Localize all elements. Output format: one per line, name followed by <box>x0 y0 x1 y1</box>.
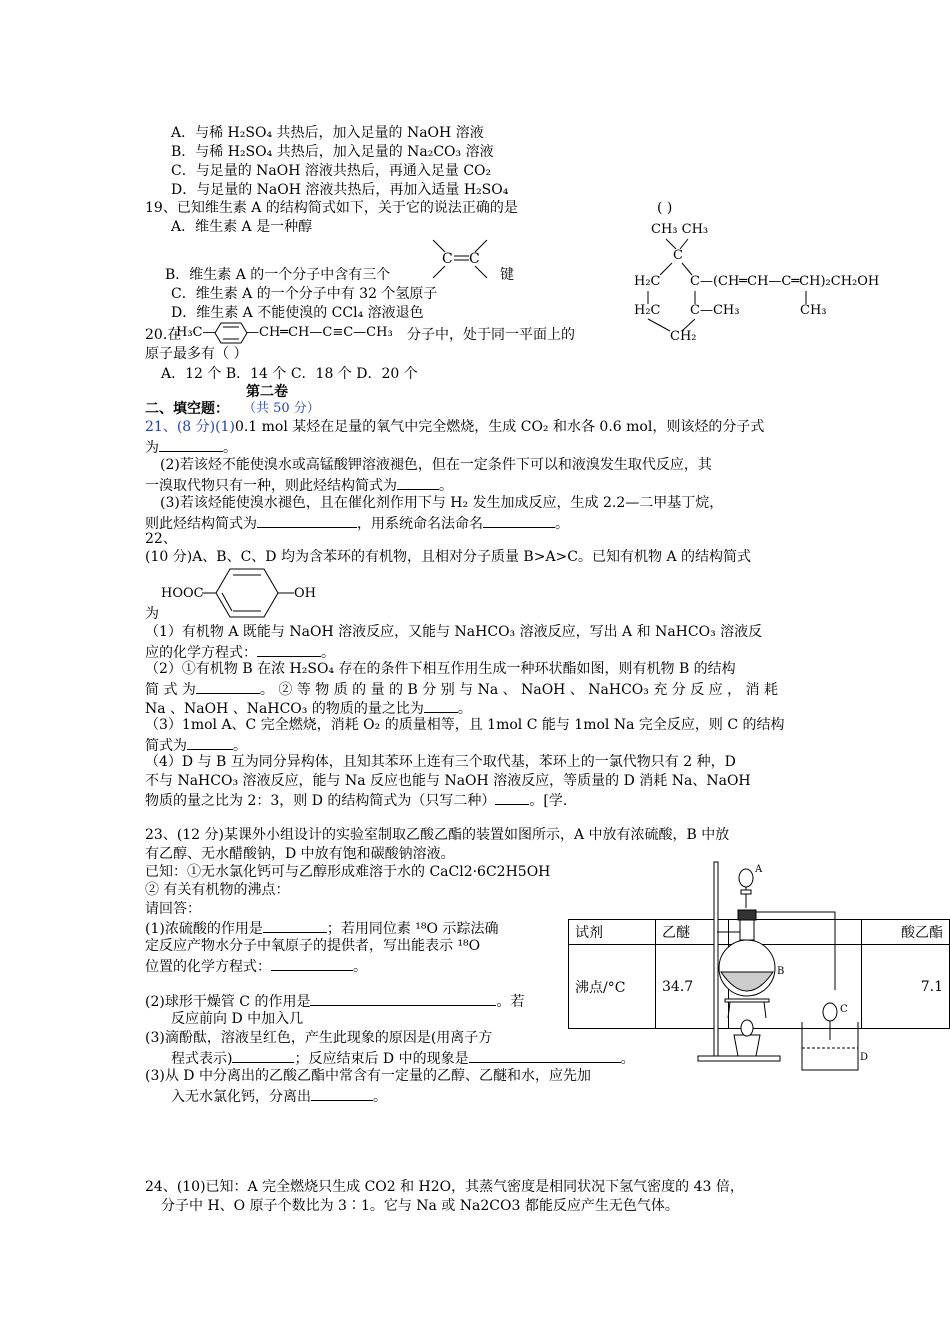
struct-ch2-bottom: CH₂ <box>670 329 697 344</box>
q24-line1: 24、(10)已知：A 完全燃烧只生成 CO2 和 H2O，其蒸气密度是相同状况下氢气密度的 43 倍， <box>145 1179 744 1195</box>
struct-h2c-2: H₂C <box>634 303 661 318</box>
struct-chain: C—(CH═CH—C═CH)₂CH₂OH <box>690 274 880 289</box>
q21-number: 21、(8 分)(1) <box>145 419 235 435</box>
benzene-ring-icon <box>213 320 249 346</box>
q21-blank2[interactable] <box>397 475 439 490</box>
q23-line4: ② 有关有机物的沸点： <box>145 882 290 898</box>
q19-option-b: B．维生素 A 的一个分子中含有三个 <box>165 267 391 283</box>
q23-s1a: (1)浓硫酸的作用是 <box>145 921 263 937</box>
q23-s4b: 入无水氯化钙，分离出 <box>171 1089 311 1105</box>
struct-ch3-chain: CH₃ <box>800 303 827 318</box>
q22-p4c-line <box>145 790 567 810</box>
q22-p4c2: 。[学. <box>529 793 568 809</box>
q19-option-c: C．维生素 A 的一个分子中有 32 个氢原子 <box>171 286 438 302</box>
q22-p3a: （3）1mol A、C 完全燃烧，消耗 O₂ 的质量相等，且 1mol C 能与 1mol Na 完全反应，则 C 的结构 <box>145 717 785 733</box>
structure-bonds <box>630 218 930 348</box>
q23-line3: 已知：①无水氯化钙可与乙醇形成难溶于水的 CaCl2·6C2H5OH <box>145 864 551 880</box>
q18-option-b: B．与稀 H₂SO₄ 共热后，加入足量的 Na₂CO₃ 溶液 <box>171 144 494 160</box>
q22-p1a: （1）有机物 A 既能与 NaOH 溶液反应，又能与 NaHCO₃ 溶液反应，写出 A 和 NaHCO₃ 溶液反 <box>145 624 763 640</box>
struct-h2c-1: H₂C <box>634 274 661 289</box>
struct-ch3-top: CH₃ CH₃ <box>651 222 709 237</box>
q23-s4a: (3)从 D 中分离出的乙酸乙酯中常含有一定量的乙醇、乙醚和水，应先加 <box>145 1068 591 1084</box>
part2-title: 第二卷 <box>246 384 288 400</box>
q21-text4a: 一溴取代物只有一种，则此烃结构简式为 <box>145 478 397 494</box>
q23-s3c: ；反应结束后 D 中的现象是 <box>294 1051 469 1067</box>
q23-s3b: 程式表示) <box>171 1051 233 1067</box>
q21-line5: (3)若该烃能使溴水褪色，且在催化剂作用下与 H₂ 发生加成反应，生成 2.2—二甲基丁烷， <box>160 495 724 511</box>
q23-s1-line <box>145 918 498 938</box>
q20-options: A．12 个 B．14 个 C．18 个 D．20 个 <box>161 366 418 382</box>
q24-line2: 分子中 H、O 原子个数比为 3∶1。它与 Na 或 Na2CO3 都能反应产生无色气体。 <box>161 1198 679 1214</box>
struct-c-top: C <box>673 248 683 263</box>
struct-c-ch3: C—CH₃ <box>690 303 740 318</box>
svg-text:C: C <box>469 251 480 267</box>
q19-option-a: A．维生素 A 是一种醇 <box>171 219 313 235</box>
q22-line1: (10 分)A、B、C、D 均为含苯环的有机物，且相对分子质量 B>A>C。已知有机物 A 的结构简式 <box>145 549 752 565</box>
q22-p2b-line <box>145 679 778 699</box>
q23-s1d-line <box>145 956 367 976</box>
q22-p3b2: 。 <box>233 738 247 754</box>
label-a: A <box>755 864 763 875</box>
table-cell-ether-bp: 34.7 <box>656 945 729 1029</box>
q23-blank3[interactable] <box>310 991 496 1006</box>
q21-text4b: 。 <box>439 478 453 494</box>
q22-p4c1: 物质的量之比为 2：3，则 D 的结构简式为（只写二种） <box>145 793 496 809</box>
table-cell-boiling-label: 沸点/°C <box>569 945 656 1029</box>
q22-oh: OH <box>294 586 316 601</box>
q21-line2 <box>145 437 237 457</box>
ester-apparatus-diagram <box>690 860 880 1075</box>
q19-answer-paren: ( ) <box>657 200 673 216</box>
q21-blank1[interactable] <box>159 437 223 452</box>
q23-blank5[interactable] <box>469 1048 621 1063</box>
q21-text6a: 则此烃结构简式为 <box>145 516 257 532</box>
q22-number: 22、 <box>145 531 177 547</box>
q21-line3: (2)若该烃不能使溴水或高锰酸钾溶液褪色，但在一定条件下可以和液溴发生取代反应，其 <box>160 457 712 473</box>
table-header-ester: 酸乙酯 <box>862 920 950 945</box>
q22-p3b-line <box>145 735 247 755</box>
q22-p4a: （4）D 与 B 互为同分异构体，且知其苯环上连有三个取代基，苯环上的一氯代物只有 2 种，D <box>145 754 736 770</box>
q23-s3b-line <box>171 1048 635 1068</box>
table-cell-ester-bp: 7.1 <box>862 945 950 1029</box>
q21-text2a: 为 <box>145 440 159 456</box>
q21-blank3[interactable] <box>257 513 357 528</box>
q22-p2c2: 。 <box>457 701 472 717</box>
q22-p2c-line <box>145 698 472 718</box>
q21-text6c: 。 <box>555 516 569 532</box>
q22-blank4[interactable] <box>187 735 233 750</box>
q22-blank3[interactable] <box>424 698 458 713</box>
table-header-ether: 乙醚 <box>656 920 729 945</box>
q23-line1: 23、(12 分)某课外小组设计的实验室制取乙酸乙酯的装置如图所示，A 中放有浓硫酸，B 中放 <box>145 827 730 843</box>
q23-s2-line <box>145 991 524 1011</box>
section2-score: （共 50 分） <box>243 401 320 416</box>
q21-line4 <box>145 475 453 495</box>
label-d: D <box>860 1052 869 1063</box>
q23-s1b: ；若用同位素 ¹⁸O 示踪法确 <box>326 921 499 937</box>
q20-formula-right: —CH═CH—C≡C—CH₃ <box>246 325 393 340</box>
table-header-reagent: 试剂 <box>569 920 656 945</box>
q22-blank1[interactable] <box>257 642 321 657</box>
q22-p2a: （2）①有机物 B 在浓 H₂SO₄ 存在的条件下相互作用生成一种环状酯如图，则有机物 B 的结构 <box>145 661 736 677</box>
q19-option-b-end: 键 <box>500 267 514 283</box>
q23-s2c: 反应前向 D 中加入几 <box>171 1011 304 1027</box>
q23-s2b: 。若 <box>496 994 525 1010</box>
q18-option-a: A．与稀 H₂SO₄ 共热后，加入足量的 NaOH 溶液 <box>171 125 484 141</box>
label-c: C <box>840 1004 848 1015</box>
q23-s1c: 定反应产物水分子中氧原子的提供者，写出能表示 ¹⁸O <box>145 938 481 954</box>
q22-p1b: 应的化学方程式： <box>145 645 257 661</box>
q21-blank4[interactable] <box>483 513 555 528</box>
q20-formula-left: H₃C— <box>176 325 216 340</box>
q23-line2: 有乙醇、无水醋酸钠，D 中放有饱和碳酸钠溶液。 <box>145 846 455 862</box>
q23-s2a: (2)球形干燥管 C 的作用是 <box>145 994 311 1010</box>
q20-pre: 20.在 <box>145 327 182 343</box>
q23-blank1[interactable] <box>263 918 327 933</box>
q22-p2b2: 。 ② 等 物 质 的 量 的 B 分 别 与 Na 、 NaOH 、 NaHCO₃ 充 分 反 应 ， 消 耗 <box>259 682 779 698</box>
q19-stem: 19、已知维生素 A 的结构简式如下，关于它的说法正确的是 <box>145 200 518 216</box>
q20-post: 分子中，处于同一平面上的 <box>407 327 575 343</box>
q23-blank6[interactable] <box>311 1086 373 1101</box>
q18-option-d: D．与足量的 NaOH 溶液共热后，再加入适量 H₂SO₄ <box>171 182 509 198</box>
q23-blank4[interactable] <box>232 1048 294 1063</box>
q21-line6 <box>145 513 569 533</box>
q22-p1c: 。 <box>321 645 335 661</box>
q22-p2c1: Na 、NaOH 、NaHCO₃ 的物质的量之比为 <box>145 701 424 717</box>
q23-line5: 请回答： <box>145 901 201 917</box>
q22-p3b1: 简式为 <box>145 738 187 754</box>
q22-p1b-line <box>145 642 335 662</box>
q21-text6b: ，用系统命名法命名 <box>357 516 483 532</box>
hydroxybenzoic-acid-ring-icon <box>202 567 296 619</box>
q21-line1 <box>145 418 764 436</box>
q23-blank2[interactable] <box>271 956 353 971</box>
q20-line2: 原子最多有（ ） <box>145 346 248 362</box>
q23-s4c: 。 <box>373 1089 387 1105</box>
double-bond-icon <box>425 236 497 282</box>
q23-s3d: 。 <box>620 1051 635 1067</box>
section2-heading: 二、填空题： <box>145 401 229 417</box>
q22-p4b: 不与 NaHCO₃ 溶液反应，能与 Na 反应也能与 NaOH 溶液反应，等质量的 D 消耗 Na、NaOH <box>145 773 751 789</box>
q23-s4b-line <box>171 1086 387 1106</box>
q22-p2b1: 简 式 为 <box>145 682 196 698</box>
q23-s1d: 位置的化学方程式： <box>145 959 271 975</box>
svg-text:C: C <box>442 251 453 267</box>
q22-blank2[interactable] <box>196 679 260 694</box>
q21-text2b: 。 <box>223 440 237 456</box>
q23-s3a: (3)滴酚酞，溶液呈红色，产生此现象的原因是(用离子方 <box>145 1030 493 1046</box>
q19-option-d: D．维生素 A 不能使溴的 CCl₄ 溶液退色 <box>171 305 424 321</box>
q23-s1e: 。 <box>353 959 367 975</box>
q18-option-c: C．与足量的 NaOH 溶液共热后，再通入足量 CO₂ <box>171 163 492 179</box>
vitamin-a-structure <box>630 218 930 348</box>
q22-wei: 为 <box>145 606 159 622</box>
q21-text1: 0.1 mol 某烃在足量的氧气中完全燃烧，生成 CO₂ 和水各 0.6 mol，则该烃的分子式 <box>234 419 765 435</box>
q22-hooc: HOOC <box>161 586 204 601</box>
label-b: B <box>777 966 785 977</box>
q22-blank5[interactable] <box>495 790 529 805</box>
